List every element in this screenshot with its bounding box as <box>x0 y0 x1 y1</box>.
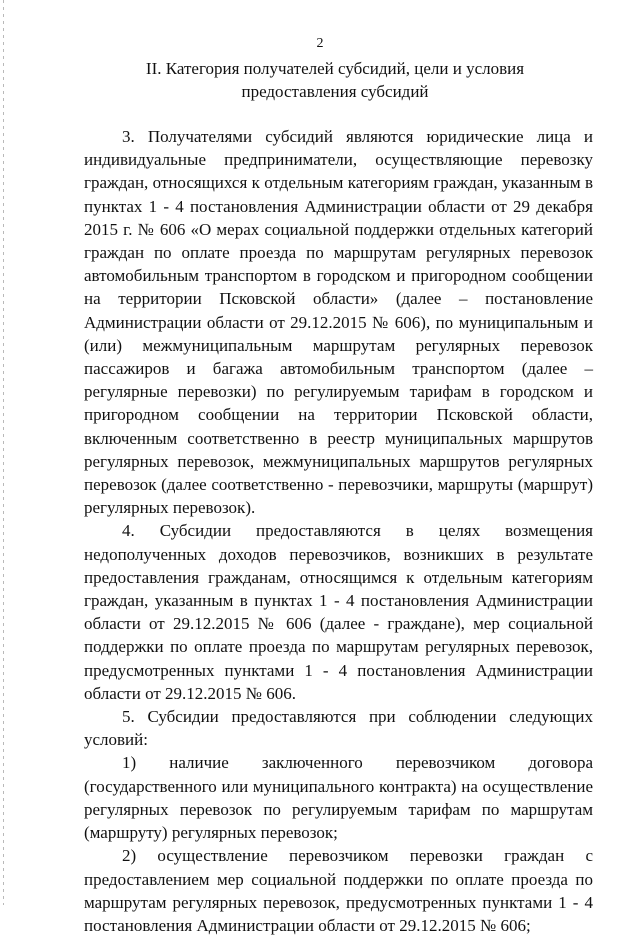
condition-2: 2) осуществление перевозчиком перевозки граждан с предоставлением мер социальной поддержки по оплате проезда по маршрутам регулярных перевозок, предусмотренных пунктами 1 - 4 постановления Администрации области от 29.12.2015 № 606; <box>84 846 593 935</box>
document-body <box>84 125 593 937</box>
page-number: 2 <box>316 36 324 51</box>
section-title: II. Категория получателей субсидий, цели и условия предоставления субсидий <box>145 59 525 101</box>
scan-edge-line <box>3 0 4 905</box>
paragraph-5-conditions: 5. Субсидии предоставляются при соблюдении следующих условий: <box>84 707 593 750</box>
paragraph-4-purpose: 4. Субсидии предоставляются в целях возмещения недополученных доходов перевозчиков, возникших в результате предоставления гражданам, относящимся к отдельным категориям граждан, указанным в пунктах 1 - 4 постановления Администрации области от 29.12.2015 № 606 (далее - граждане), мер социальной поддержки по оплате проезда по маршрутам регулярных перевозок, предусмотренных пунктами 1 - 4 постановления Администрации области от 29.12.2015 № 606. <box>84 521 593 703</box>
condition-1: 1) наличие заключенного перевозчиком договора (государственного или муниципального контракта) на осуществление регулярных перевозок по регулируемым тарифам по маршрутам (маршруту) регулярных перевозок; <box>84 753 593 843</box>
paragraph-3-recipients: 3. Получателями субсидий являются юридические лица и индивидуальные предприниматели, осуществляющие перевозку граждан, относящихся к отдельным категориям граждан, указанным в пунктах 1 - 4 постановления Администрации области от 29 декабря 2015 г. № 606 «О мерах социальной поддержки отдельных категорий граждан по оплате проезда по маршрутам регулярных перевозок автомобильным транспортом в городском и пригородном сообщении на территории Псковской области» (далее – постановление Администрации области от 29.12.2015 № 606), по муниципальным и (или) межмуниципальным маршрутам регулярных перевозок пассажиров и багажа автомобильным транспортом (далее – регулярные перевозки) по регулируемым тарифам в городском и пригородном сообщении на территории Псковской области, включенным соответственно в реестр муниципальных маршрутов регулярных перевозок, межмуниципальных маршрутов регулярных перевозок (далее соответственно - перевозчики, маршруты (маршрут) регулярных перевозок). <box>84 127 593 518</box>
